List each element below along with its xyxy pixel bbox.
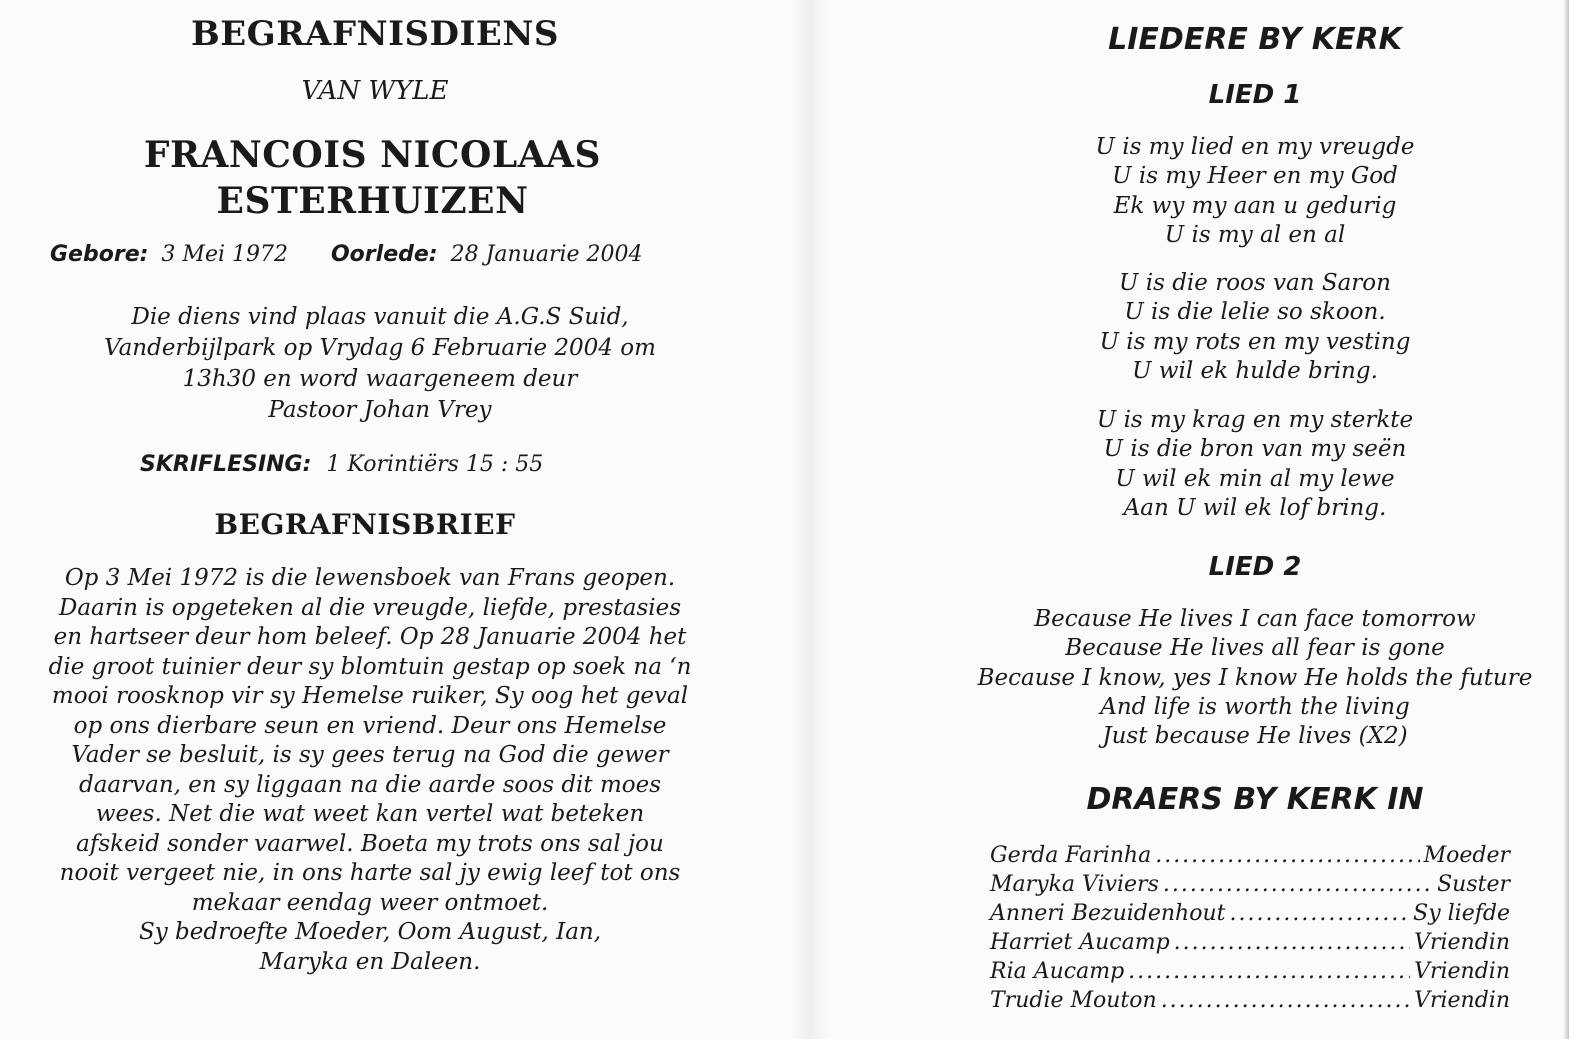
- lyric-line: U is die lelie so skoon.: [1124, 299, 1386, 326]
- lyric-line: U is die roos van Saron: [1119, 270, 1391, 296]
- subtitle: VAN WYLE: [301, 76, 449, 106]
- letter-line: afskeid sonder vaarwel. Boeta my trots ons sal jou: [76, 830, 664, 857]
- lyric-line: Because I know, yes I know He holds the future: [977, 664, 1533, 691]
- reading-label: SKRIFLESING:: [140, 452, 312, 477]
- page-fold: [790, 0, 830, 1039]
- lyric-line: Because He lives I can face tomorrow: [1034, 606, 1476, 632]
- right-page: [930, 0, 1569, 1039]
- leader-dots: [1174, 928, 1410, 957]
- songs-title: LIEDERE BY KERK: [1108, 22, 1402, 57]
- bearer-relation: Vriendin: [1414, 930, 1510, 955]
- bearer-relation: Moeder: [1423, 843, 1510, 868]
- lyric-line: U is die bron van my seën: [1103, 436, 1407, 463]
- leader-dots: [1163, 870, 1433, 899]
- letter-line: mooi roosknop vir sy Hemelse ruiker, Sy oog het geval: [51, 683, 689, 709]
- bearer-row: [990, 928, 1510, 957]
- lyric-line: U is my krag en my sterkte: [1096, 407, 1414, 433]
- letter-line: mekaar eendag weer ontmoet.: [191, 889, 549, 916]
- letter-line: Vader se besluit, is sy gees terug na God die gewer: [71, 742, 669, 768]
- funeral-letter: [20, 564, 720, 977]
- bearer-row: [990, 957, 1510, 986]
- bearer-name: Ria Aucamp: [990, 959, 1125, 984]
- bearer-relation: Suster: [1437, 872, 1510, 897]
- bearer-row: [990, 986, 1510, 1015]
- lyric-line: And life is worth the living: [1100, 693, 1410, 720]
- born-label: Gebore:: [50, 242, 149, 267]
- lyric-line: U wil ek hulde bring.: [1132, 357, 1378, 384]
- service-line: 13h30 en word waargeneem deur: [182, 366, 578, 392]
- reading-value: 1 Korintiërs 15 : 55: [326, 452, 544, 477]
- service-line: Die diens vind plaas vanuit die A.G.S Suid,: [131, 304, 629, 330]
- lyric-line: Just because He lives (X2): [1102, 723, 1408, 750]
- bearer-row: [990, 870, 1510, 899]
- letter-line: nooit vergeet nie, in ons harte sal jy ewig leef tot ons: [59, 860, 681, 886]
- lyric-line: U is my Heer en my God: [1112, 163, 1398, 190]
- lyric-line: U is my lied en my vreugde: [1095, 134, 1415, 160]
- lyric-line: Ek wy my aan u gedurig: [1113, 192, 1397, 219]
- leader-dots: [1155, 841, 1419, 870]
- lyric-line: U wil ek min al my lewe: [1115, 465, 1395, 492]
- leader-dots: [1161, 986, 1410, 1015]
- letter-line: die groot tuinier deur sy blomtuin gestap op soek na ‘n: [48, 653, 692, 680]
- lyric-line: U is my rots en my vesting: [1099, 328, 1411, 355]
- bearers-list: [990, 841, 1510, 1015]
- name-line-2: ESTERHUIZEN: [216, 180, 529, 222]
- left-page: [0, 0, 780, 1039]
- song-2-lyrics: [930, 605, 1569, 751]
- deceased-name: [0, 132, 745, 224]
- bearer-relation: Vriendin: [1414, 988, 1510, 1013]
- letter-signature: Sy bedroefte Moeder, Oom August, Ian,: [138, 919, 602, 945]
- bearer-name: Gerda Farinha: [990, 843, 1152, 868]
- scripture-reading: [140, 452, 740, 477]
- letter-line: Op 3 Mei 1972 is die lewensboek van Frans geopen.: [64, 565, 676, 591]
- bearer-row: [990, 841, 1510, 870]
- bearer-name: Harriet Aucamp: [990, 930, 1170, 955]
- born-value: 3 Mei 1972: [161, 242, 288, 267]
- bearer-name: Maryka Viviers: [990, 872, 1159, 897]
- song-1-stanza: [930, 133, 1569, 250]
- song-2-title: LIED 2: [1208, 552, 1302, 582]
- letter-line: op ons dierbare seun en vriend. Deur ons Hemelse: [73, 712, 667, 739]
- dates-row: [50, 242, 730, 267]
- song-1-stanza: [930, 269, 1569, 386]
- letter-signature: Maryka en Daleen.: [259, 948, 481, 975]
- lyric-line: U is my al en al: [1164, 221, 1346, 248]
- leader-dots: [1229, 899, 1409, 928]
- service-line: Vanderbijlpark op Vrydag 6 Februarie 2004 om: [104, 335, 656, 361]
- letter-line: en hartseer deur hom beleef. Op 28 Januarie 2004 het: [53, 624, 687, 650]
- letter-title: BEGRAFNISBRIEF: [214, 508, 516, 541]
- leader-dots: [1128, 957, 1410, 986]
- lyric-line: Aan U wil ek lof bring.: [1123, 494, 1387, 521]
- service-title: BEGRAFNISDIENS: [191, 14, 559, 54]
- bearer-relation: Sy liefde: [1413, 901, 1510, 926]
- bearer-relation: Vriendin: [1414, 959, 1510, 984]
- service-line: Pastoor Johan Vrey: [268, 397, 492, 423]
- song-1-stanza: [930, 406, 1569, 523]
- lyric-line: Because He lives all fear is gone: [1065, 635, 1445, 662]
- song-1-title: LIED 1: [1208, 80, 1302, 110]
- letter-line: daarvan, en sy liggaan na die aarde soos dit moes: [78, 771, 662, 798]
- bearers-title: DRAERS BY KERK IN: [1086, 782, 1424, 817]
- letter-line: Daarin is opgeteken al die vreugde, liefde, prestasies: [58, 594, 682, 621]
- bearer-row: [990, 899, 1510, 928]
- service-details: [30, 302, 730, 426]
- letter-line: wees. Net die wat weet kan vertel wat beteken: [95, 801, 645, 827]
- name-line-1: FRANCOIS NICOLAAS: [143, 134, 602, 176]
- died-label: Oorlede:: [330, 242, 438, 267]
- died-value: 28 Januarie 2004: [450, 242, 643, 267]
- bearer-name: Trudie Mouton: [990, 988, 1157, 1013]
- bearer-name: Anneri Bezuidenhout: [990, 901, 1226, 926]
